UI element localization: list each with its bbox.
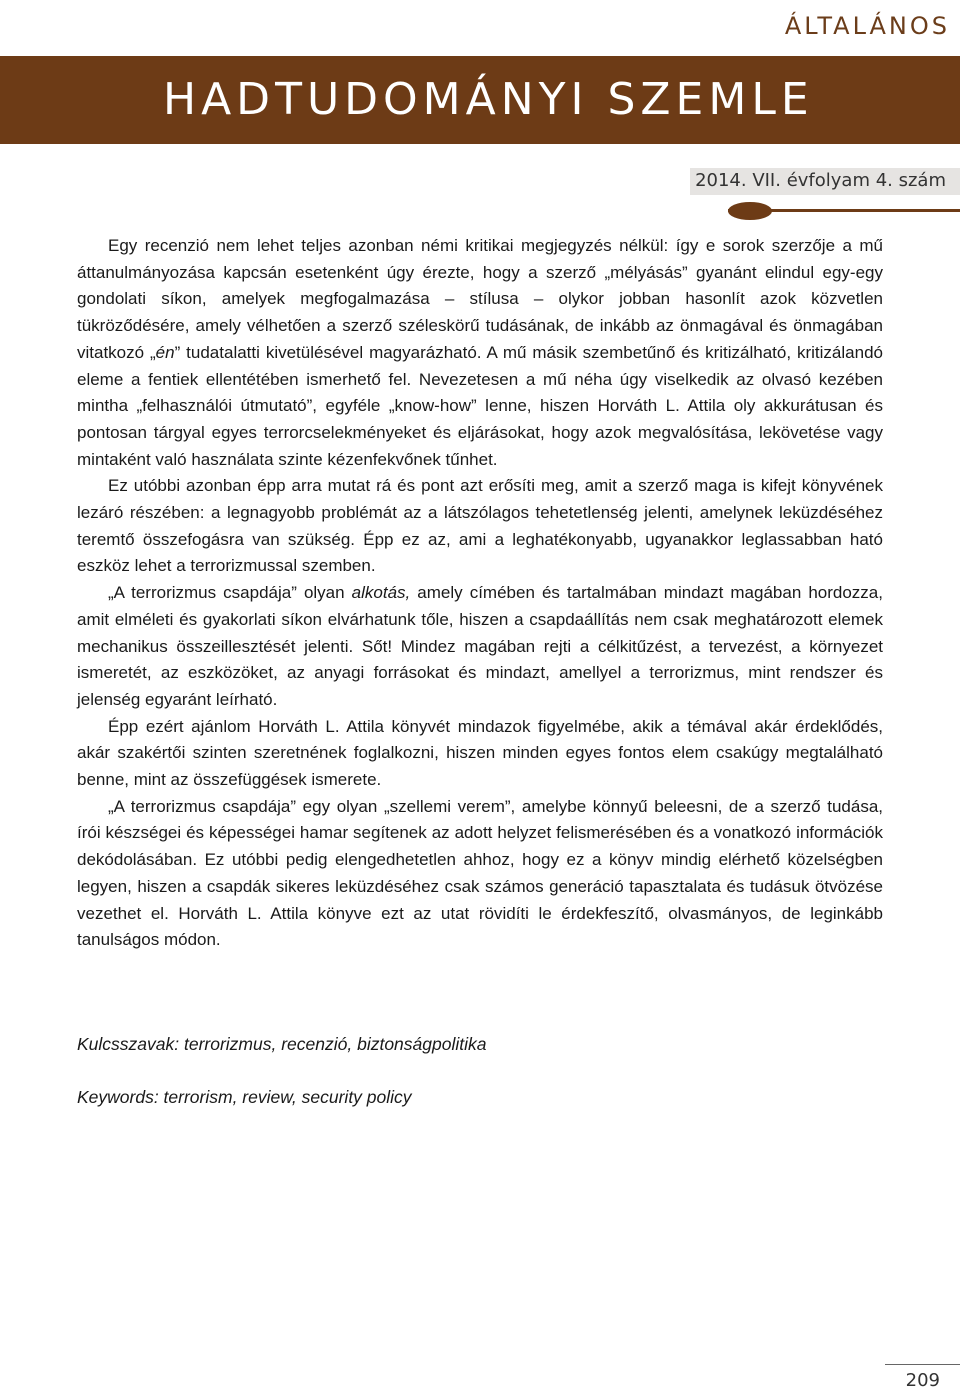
paragraph: „A terrorizmus csapdája” olyan alkotás, amely címében és tartalmában mindazt magában hordozza, amit elméleti és gyakorlati síkon elvárhatunk tőle, hiszen a csapdaállítás nem csak meghatározott elemek mechanikus összeillesztését jelenti. Sőt! Mindez magában rejti a célkitűzést, a tervezést, a környezet ismeretét, az eszközöket, az anyagi forrásokat és mindazt, amellyel a terrorizmus, mint rendszer és jelenség egyaránt leírható. <box>77 583 883 709</box>
keywords-english: Keywords: terrorism, review, security policy <box>77 1087 412 1107</box>
keywords-hungarian: Kulcsszavak: terrorizmus, recenzió, biztonságpolitika <box>77 1034 487 1054</box>
page-number-rule <box>885 1364 960 1365</box>
section-category: ÁLTALÁNOS <box>784 12 950 40</box>
paragraph: „A terrorizmus csapdája” egy olyan „szellemi verem”, amelybe könnyű beleesni, de a szerző tudása, írói készségei és képességei hamar segítenek az adott helyzet felismerésében és a vonatkozó információk dekódolásában. Ez utóbbi pedig elengedhetetlen ahhoz, hogy ez a könyv mindig elérhető közelségben legyen, hiszen a csapdák sikeres leküzdéséhez csak számos generáció tapasztalata és tudásuk ötvözése vezethet el. Horváth L. Attila könyve ezt az utat rövidíti le érdekfeszítő, olvasmányos, de leginkább tanulságos módon. <box>77 796 883 950</box>
paragraph: Épp ezért ajánlom Horváth L. Attila könyvét mindazok figyelmébe, akik a témával akár érdeklődés, akár szakértői szinten szeretnének foglalkozni, hiszen minden egyes fontos elem csakúgy megtalálható benne, mint az összefüggések ismerete. <box>77 716 883 790</box>
paragraph: Ez utóbbi azonban épp arra mutat rá és pont azt erősíti meg, amit a szerző maga is kifejt könyvének lezáró részében: a legnagyobb problémát az a látszólagos tehetetlenség jelenti, amelynek leküzdéséhez teremtő összefogásra van szükség. Épp ez az, ami a leghatékonyabb, ugyanakkor leglassabban ható eszköz lehet a terrorizmussal szemben. <box>77 476 883 576</box>
article-body <box>77 233 883 954</box>
paragraph: Egy recenzió nem lehet teljes azonban némi kritikai megjegyzés nélkül: így e sorok szerzője a mű áttanulmányozása kapcsán esetenként úgy érezte, hogy a szerző „mélyásás” gyanánt elindul egy-egy gondolati síkon, amelyek megfogalmazása – stílusa – olykor jobban hasonlít azok közvetlen tükröződésére, amely vélhetően a szerző széleskörű tudásának, de inkább az önmagával és önmagában vitatkozó „én” tudatalatti kivetülésével magyarázható. A mű másik szembetűnő és kritizálható, kritizálandó eleme a fentiek ellentétében ismerhető fel. Nevezetesen a mű néha úgy viselkedik az olvasó kezében mintha „felhasználói útmutató”, egyféle „know-how” lenne, hiszen Horváth L. Attila oly akkurátusan és pontosan tárgyal egyes terrorcselekményeket és eljárásokat, hogy azok megvalósítása, lekövetése vagy mintaként való használata szinte kézenfekvőnek tűnhet. <box>77 236 883 469</box>
emphasis: alkotás, <box>351 583 411 603</box>
journal-banner <box>0 56 960 144</box>
issue-label: 2014. VII. évfolyam 4. szám <box>695 170 946 191</box>
page-number: 209 <box>905 1370 940 1391</box>
decorative-oval-icon <box>728 202 772 220</box>
issue-bar <box>690 168 960 195</box>
journal-title: HADTUDOMÁNYI SZEMLE <box>163 74 814 125</box>
emphasis: én <box>155 342 175 362</box>
